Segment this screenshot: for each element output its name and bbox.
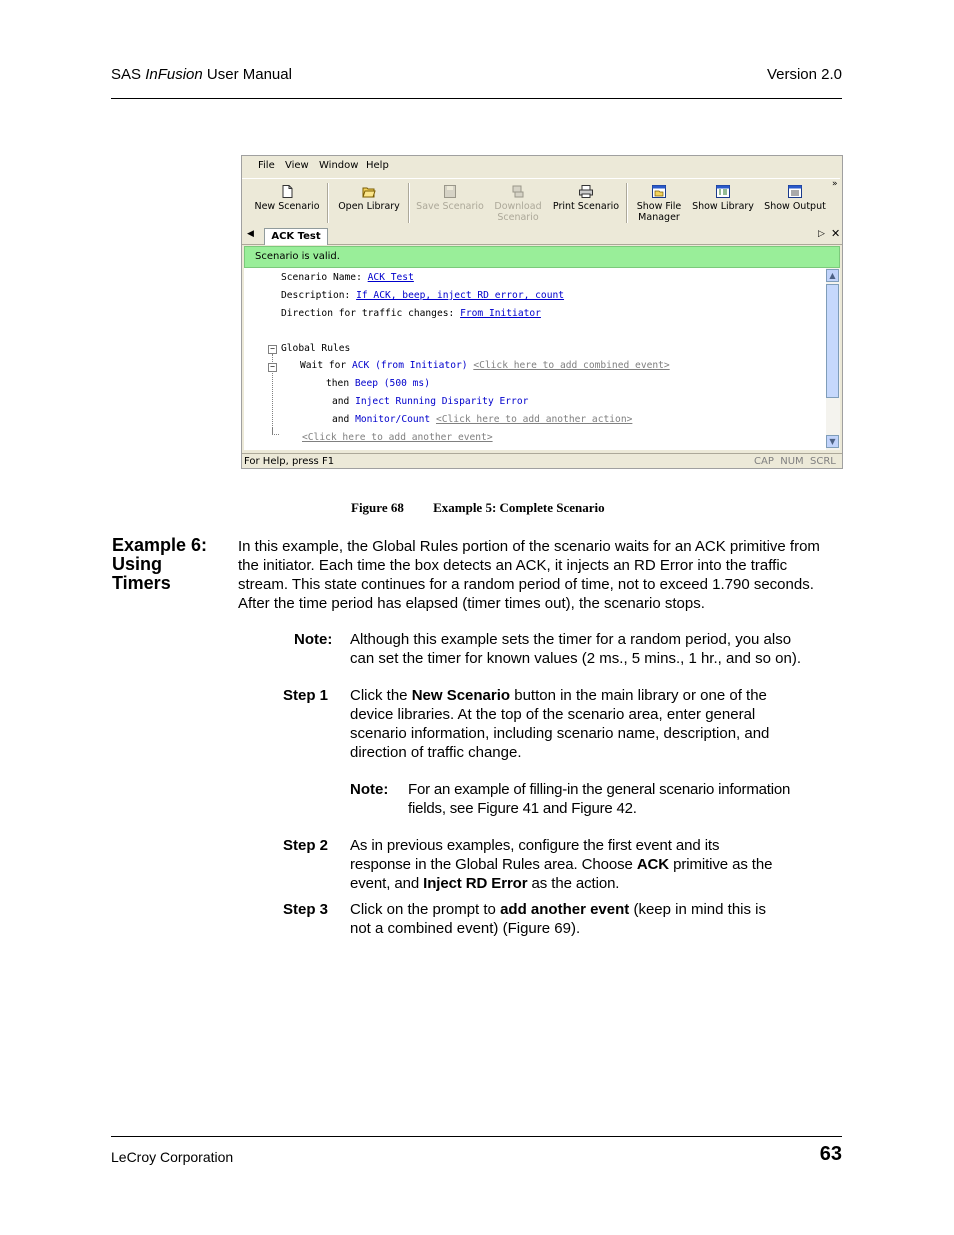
menu-bar — [242, 156, 842, 177]
close-icon[interactable]: ✕ — [831, 227, 841, 240]
scroll-down-icon[interactable]: ▼ — [826, 435, 839, 448]
figure-caption — [351, 500, 605, 516]
figure-number: Figure 68 — [351, 500, 404, 515]
tab-scroll-left-icon[interactable]: ◀ — [247, 229, 254, 239]
download-scenario-button[interactable]: Download Scenario — [488, 181, 548, 225]
traffic-direction-link[interactable]: From Initiator — [460, 308, 541, 319]
menu-window[interactable]: Window — [319, 160, 359, 171]
step-1-label: Step 1 — [283, 687, 329, 704]
footer-company: LeCroy Corporation — [111, 1149, 234, 1165]
step-1-text: Click the New Scenario button in the main library or one of the device libraries. At the top of the scenario area, enter general scenario information, including scenario name, description, and direction of traffic change. — [350, 687, 770, 761]
add-another-event-prompt[interactable]: <Click here to add another event> — [302, 432, 493, 443]
toolbar-separator — [408, 183, 410, 223]
step-2-label: Step 2 — [283, 837, 329, 854]
download-icon — [511, 185, 525, 198]
section-heading: Example 6: Using Timers — [112, 535, 208, 593]
tab-ack-test[interactable]: ACK Test — [264, 228, 328, 245]
new-document-icon — [280, 185, 294, 198]
collapse-event-icon[interactable]: − — [268, 363, 277, 372]
intro-paragraph: In this example, the Global Rules portion of the scenario waits for an ACK primitive from the initiator. Each time the box detects an ACK, it injects an RD Error into the traffic stream. This state continues for a random period of time, not to exceed 1.790 seconds. After the time period has elapsed (timer times out), the scenario stops. — [238, 538, 820, 612]
status-help-text: For Help, press F1 — [244, 456, 335, 467]
scroll-up-icon[interactable]: ▲ — [826, 269, 839, 282]
step-2-text: As in previous examples, configure the first event and its response in the Global Rules area. Choose ACK primitive as the event, and Inject RD Error as the action. — [350, 837, 773, 892]
toolbar — [242, 178, 840, 228]
page-number: 63 — [819, 1143, 842, 1165]
scenario-description-link[interactable]: If ACK, beep, inject RD error, count — [356, 290, 565, 301]
new-scenario-button[interactable]: New Scenario — [252, 181, 322, 225]
note-text: Although this example sets the timer for a random period, you also can set the timer for known values (2 ms., 5 mins., 1 hr., and so on). — [350, 631, 802, 667]
running-header-version: Version 2.0 — [766, 66, 842, 83]
tree-corner — [272, 428, 279, 435]
add-another-action-prompt[interactable]: <Click here to add another action> — [435, 414, 633, 425]
output-window-icon — [788, 185, 802, 198]
app-status-bar — [242, 453, 842, 469]
validation-status-bar: Scenario is valid. — [244, 246, 840, 268]
scenario-editor-area: Scenario Name: ACK Test Description: If ACK, beep, inject RD error, count Direction for traffic changes: From Initiator − Global Rules − Wait for ACK (from Initiator) <Click here to add combined event> then Beep (500 ms) and Inject Running Disparity Error and Monitor/Count <Click here to add another action> <Click here to add another event> — [244, 268, 826, 450]
print-scenario-button[interactable]: Print Scenario — [550, 181, 622, 225]
event-link[interactable]: ACK (from Initiator) — [352, 360, 468, 371]
show-file-manager-button[interactable]: Show File Manager — [630, 181, 688, 225]
show-library-button[interactable]: Show Library — [690, 181, 756, 225]
menu-help[interactable]: Help — [366, 160, 389, 171]
keyboard-indicators: CAP NUM SCRL — [754, 456, 836, 467]
toolbar-overflow-icon[interactable]: » — [832, 179, 838, 189]
global-rules-label: Global Rules — [281, 343, 351, 354]
header-rule — [111, 98, 842, 99]
step-3-text: Click on the prompt to add another event (keep in mind this is not a combined event) (Figure 69). — [350, 901, 767, 937]
file-manager-icon — [652, 185, 666, 198]
tab-scroll-right-icon[interactable]: ▷ — [818, 229, 825, 239]
scroll-thumb[interactable] — [826, 284, 839, 398]
open-library-button[interactable]: Open Library — [334, 181, 404, 225]
show-output-button[interactable]: Show Output — [762, 181, 828, 225]
toolbar-separator — [626, 183, 628, 223]
running-header-title: SAS InFusion User Manual — [111, 66, 292, 83]
note-label: Note: — [350, 781, 389, 798]
beep-action-link[interactable]: Beep (500 ms) — [354, 378, 430, 389]
toolbar-separator — [327, 183, 329, 223]
open-folder-icon — [362, 185, 376, 198]
scenario-name-link[interactable]: ACK Test — [367, 272, 414, 283]
footer-rule — [111, 1136, 842, 1137]
note-label: Note: — [294, 631, 333, 648]
menu-view[interactable]: View — [285, 160, 309, 171]
add-combined-event-prompt[interactable]: <Click here to add combined event> — [473, 360, 670, 371]
collapse-global-rules-icon[interactable]: − — [268, 345, 277, 354]
monitor-count-action-link[interactable]: Monitor/Count — [355, 414, 431, 425]
menu-file[interactable]: File — [258, 160, 275, 171]
inject-error-action-link[interactable]: Inject Running Disparity Error — [355, 396, 529, 407]
note-text: For an example of filling-in the general scenario information fields, see Figure 41 and Figure 42. — [408, 781, 791, 817]
figure-title: Example 5: Complete Scenario — [433, 500, 605, 515]
printer-icon — [579, 185, 593, 198]
floppy-disk-icon — [443, 185, 457, 198]
step-3-label: Step 3 — [283, 901, 329, 918]
document-tab-bar — [242, 227, 842, 245]
scenario-editor-screenshot — [241, 155, 843, 469]
save-scenario-button[interactable]: Save Scenario — [414, 181, 486, 225]
library-icon — [716, 185, 730, 198]
vertical-scrollbar[interactable] — [826, 268, 840, 450]
